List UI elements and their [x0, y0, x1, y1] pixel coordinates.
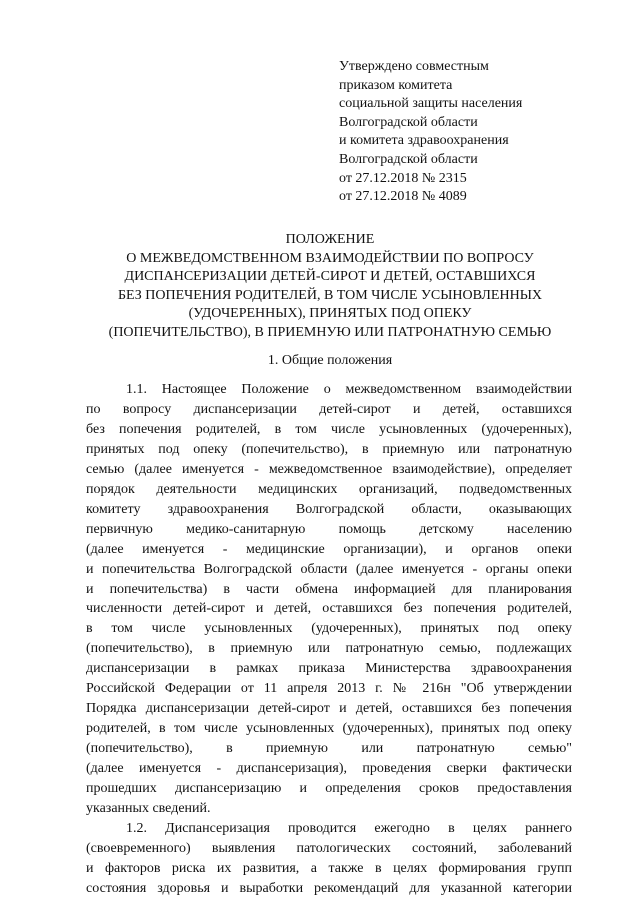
paragraph-1-2-line: 1.2. Диспансеризация проводится ежегодно в целях раннего	[126, 820, 572, 836]
approval-line: Волгоградской области	[339, 151, 478, 167]
title-line: ПОЛОЖЕНИЕ	[285, 232, 375, 247]
paragraph-1-1-line: Российской Федерации от 11 апреля 2013 г. № 216н "Об утверждении	[86, 681, 572, 697]
paragraph-1-1-line: в том числе усыновленных (удочеренных), принятых под опеку	[86, 621, 572, 637]
paragraph-1-1-line: комитету здравоохранения Волгоградской области, оказывающих	[86, 501, 572, 517]
document-title	[60, 231, 600, 343]
paragraph-1-1-line: указанных сведений.	[86, 801, 211, 817]
paragraph-1-1-line: (далее именуется - медицинские организации), и органов опеки	[86, 541, 572, 557]
title-line: (УДОЧЕРЕННЫХ), ПРИНЯТЫХ ПОД ОПЕКУ	[188, 306, 472, 322]
paragraph-1-1-line: Порядка диспансеризации детей-сирот и детей, оставшихся без попечения	[86, 701, 572, 717]
paragraph-1-1-line: (попечительство), в приемную или патронатную семью, подлежащих	[86, 641, 572, 657]
paragraph-1-2-line: состояния здоровья и выработки рекомендаций для указанной категории	[86, 880, 572, 896]
title-line: О МЕЖВЕДОМСТВЕННОМ ВЗАИМОДЕЙСТВИИ ПО ВОПРОСУ	[126, 250, 534, 266]
approval-line: Волгоградской области	[339, 114, 478, 130]
paragraph-1-1-line: прошедших диспансеризацию и определения сроков предоставления	[86, 781, 572, 797]
title-line: (ПОПЕЧИТЕЛЬСТВО), В ПРИЕМНУЮ ИЛИ ПАТРОНАТНУЮ СЕМЬЮ	[108, 324, 552, 340]
paragraph-1-1-line: 1.1. Настоящее Положение о межведомственном взаимодействии	[126, 382, 572, 397]
body-text	[86, 380, 572, 899]
section-heading: 1. Общие положения	[267, 353, 393, 368]
approval-line: и комитета здравоохранения	[339, 133, 509, 149]
title-line: БЕЗ ПОПЕЧЕНИЯ РОДИТЕЛЕЙ, В ТОМ ЧИСЛЕ УСЫНОВЛЕННЫХ	[117, 287, 543, 303]
approval-line: социальной защиты населения	[339, 96, 523, 112]
paragraph-1-1-line: (попечительство), в приемную или патронатную семью"	[86, 741, 572, 757]
paragraph-1-1-line: (далее именуется - диспансеризация), проведения сверки фактически	[86, 761, 572, 777]
paragraph-1-2-line: (своевременного) выявления патологических состояний, заболеваний	[86, 840, 572, 856]
title-line: ДИСПАНСЕРИЗАЦИИ ДЕТЕЙ-СИРОТ И ДЕТЕЙ, ОСТАВШИХСЯ	[124, 269, 536, 285]
paragraph-1-1-line: численности детей-сирот и детей, оставшихся без попечения родителей,	[86, 601, 572, 617]
paragraph-1-1-line: по вопросу диспансеризации детей-сирот и детей, оставшихся	[86, 401, 572, 417]
paragraph-1-1-line: порядок деятельности медицинских организаций, подведомственных	[86, 481, 572, 497]
paragraph-1-1-line: принятых под опеку (попечительство), в приемную или патронатную	[86, 441, 572, 457]
paragraph-1-1-line: и попечительства) в части обмена информацией для планирования	[86, 581, 572, 597]
paragraph-1-1-line: родителей, в том числе усыновленных (удочеренных), принятых под опеку	[86, 721, 572, 737]
approval-stamp-block	[339, 58, 599, 207]
paragraph-1-1-line: без попечения родителей, в том числе усыновленных (удочеренных),	[86, 421, 572, 437]
approval-line: Утверждено совместным	[339, 59, 489, 74]
paragraph-1-1-line: и попечительства Волгоградской области (далее именуется - органы опеки	[86, 561, 572, 577]
approval-line: от 27.12.2018 № 4089	[339, 189, 467, 205]
paragraph-1-2-line: и факторов риска их развития, а также в целях формирования групп	[86, 860, 572, 876]
approval-line: приказом комитета	[339, 77, 453, 93]
paragraph-1-1-line: первичную медико-санитарную помощь детскому населению	[86, 521, 572, 537]
paragraph-1-1-line: семью (далее именуется - межведомственное взаимодействие), определяет	[86, 461, 572, 477]
approval-line: от 27.12.2018 № 2315	[339, 170, 467, 186]
paragraph-1-1-line: диспансеризации в рамках приказа Министерства здравоохранения	[86, 661, 572, 677]
